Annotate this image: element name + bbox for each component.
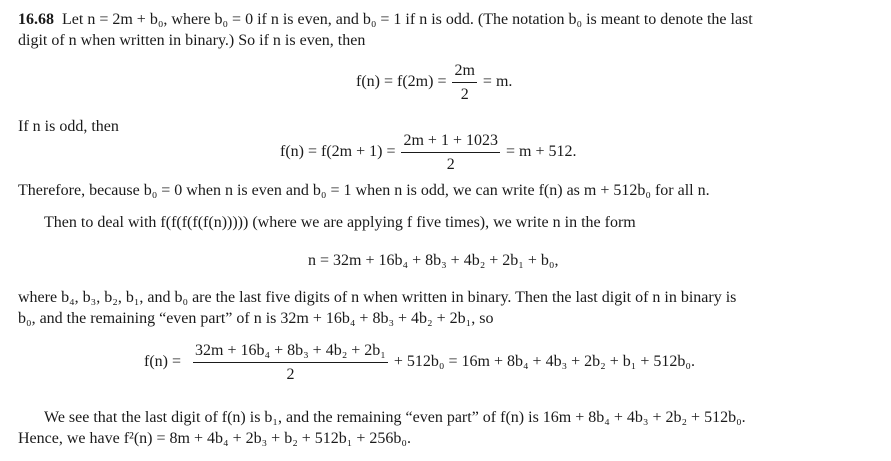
eq2-right: = m + 512. xyxy=(505,143,577,161)
equation-odd-case xyxy=(280,131,576,174)
paragraph-1-line-1: Let n = 2m + b₀, where b₀ = 0 if n is even, and b₀ = 1 if n is odd. (The notation b₀ is meant to denote the last xyxy=(62,11,753,28)
eq2-fraction xyxy=(401,131,500,174)
eq2-left: f(n) = f(2m + 1) = xyxy=(280,143,396,161)
equation-f-of-n xyxy=(144,341,695,384)
eq4-right: + 512b₀ = 16m + 8b₄ + 4b₃ + 2b₂ + b₁ + 512b₀. xyxy=(393,353,695,371)
eq2-denominator: 2 xyxy=(401,152,500,174)
eq1-right: = m. xyxy=(482,73,513,91)
equation-even-case xyxy=(356,61,512,104)
equation-binary-form: n = 32m + 16b₄ + 8b₃ + 4b₂ + 2b₁ + b₀, xyxy=(308,252,559,269)
paragraph-3: Therefore, because b₀ = 0 when n is even and b₀ = 1 when n is odd, we can write f(n) as m + 512b₀ for all n. xyxy=(18,182,710,199)
eq4-denominator: 2 xyxy=(193,362,388,384)
eq1-fraction xyxy=(452,61,476,104)
eq1-left: f(n) = f(2m) = xyxy=(356,73,447,91)
paragraph-1-line-2: digit of n when written in binary.) So if n is even, then xyxy=(18,32,366,49)
problem-first-line xyxy=(18,10,753,29)
paragraph-2: If n is odd, then xyxy=(18,118,119,135)
paragraph-5-line-1: where b₄, b₃, b₂, b₁, and b₀ are the last five digits of n when written in binary. Then the last digit of n in binary is xyxy=(18,289,737,306)
eq4-left: f(n) = xyxy=(144,353,182,371)
paragraph-6-line-2: Hence, we have f²(n) = 8m + 4b₄ + 2b₃ + b₂ + 512b₁ + 256b₀. xyxy=(18,430,411,447)
eq4-fraction xyxy=(193,341,388,384)
paragraph-4: Then to deal with f(f(f(f(f(n))))) (where we are applying f five times), we write n in the form xyxy=(44,214,636,231)
paragraph-6-line-1: We see that the last digit of f(n) is b₁, and the remaining “even part” of f(n) is 16m + 8b₄ + 4b₃ + 2b₂ + 512b₀. xyxy=(44,409,746,426)
eq4-numerator: 32m + 16b₄ + 8b₃ + 4b₂ + 2b₁ xyxy=(195,342,386,359)
eq1-numerator: 2m xyxy=(454,62,475,79)
problem-number: 16.68 xyxy=(18,11,54,28)
eq1-denominator: 2 xyxy=(452,82,476,104)
paragraph-5-line-2: b₀, and the remaining “even part” of n is 32m + 16b₄ + 8b₃ + 4b₂ + 2b₁, so xyxy=(18,310,494,327)
eq2-numerator: 2m + 1 + 1023 xyxy=(403,132,498,149)
